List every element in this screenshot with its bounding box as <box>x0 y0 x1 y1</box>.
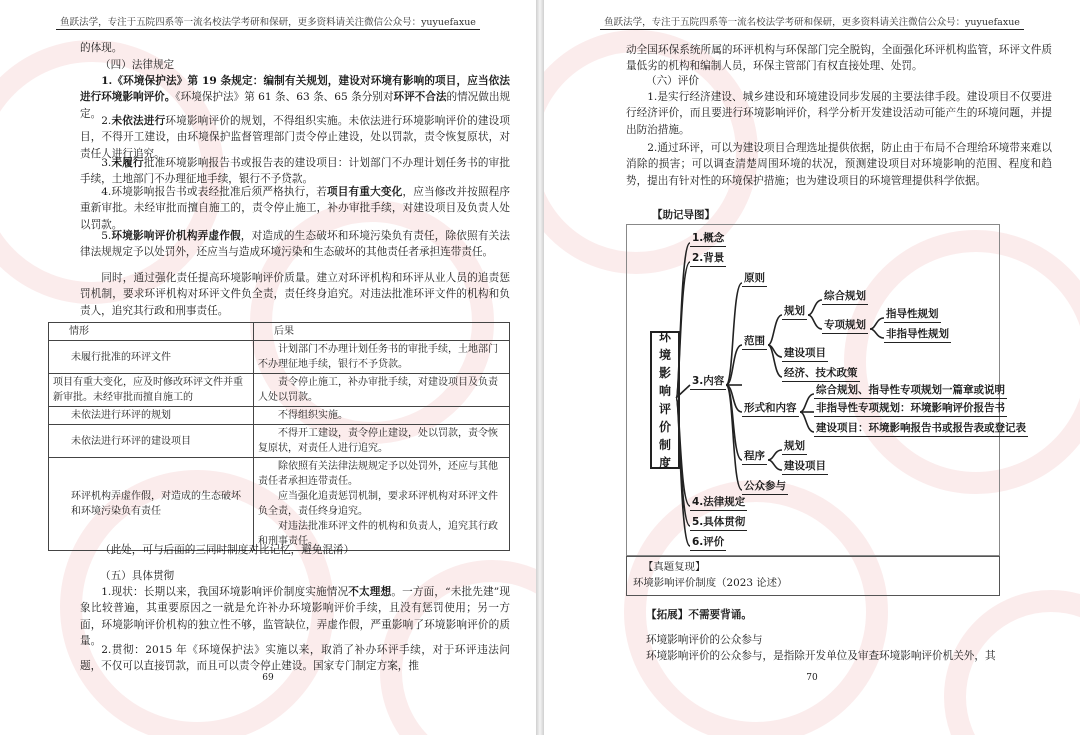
table-header-situation: 情形 <box>49 323 254 341</box>
mindmap-node-form-2: 非指导性专项规划：环境影响评价报告书 <box>814 402 1007 417</box>
extension-heading: 环境影响评价的公众参与 <box>646 634 763 646</box>
mindmap-node-procedure: 程序 <box>742 450 767 465</box>
mindmap-node-background: 2.背景 <box>690 252 726 267</box>
table-row <box>49 407 510 425</box>
mindmap-node-law: 4.法律规定 <box>690 496 747 511</box>
exam-review-item: 环境影响评价制度（2023 论述） <box>633 577 788 589</box>
paragraph-law-4: 4.环境影响报告书或表经批准后须严格执行，若项目有重大变化，应当修改并按照程序重新审批。未经审批而擅自施工的，责令停止施工，补办审批手续，对建设项目及负责人处以罚款。 <box>80 186 511 231</box>
paragraph-law-3: 3.未履行批准环境影响报告书或报告表的建设项目：计划部门不办理计划任务书的审批手续，土地部门不办理征地手续，银行不予贷款。 <box>80 157 511 186</box>
penalty-table <box>48 322 510 551</box>
paragraph-continued: 动全国环保系统所属的环评机构与环保部门完全脱钩，全面强化环评机构监管，环评文件质量低劣的机构和编制人员，环保主管部门有权直接处理、处罚。 <box>626 44 1052 73</box>
table-cell: 未依法进行环评的规划 <box>49 407 254 425</box>
mindmap-node-procedure-plan: 规划 <box>782 440 807 455</box>
page-gutter <box>536 0 544 735</box>
section-heading: （四）法律规定 <box>100 59 175 71</box>
header-rule <box>600 29 1024 30</box>
page-header: 鱼跃法学，专注于五院四系等一流名校法学考研和保研，更多资料请关注微信公众号：yuyuefaxue <box>60 17 476 28</box>
table-cell-line: 应当强化追责惩罚机制，要求环评机构对环评文件负全责，责任终身追究。 <box>258 491 498 517</box>
section-heading: （六）评价 <box>646 75 699 87</box>
paragraph-law-2: 2.未依法进行环境影响评价的规划，不得组织实施。未依法进行环境影响评价的建设项目，不得开工建设，由环境保护监督管理部门责令停止建设，处以罚款，责令恢复原状，对责任人进行追究。 <box>80 115 510 160</box>
section-heading: （五）具体贯彻 <box>100 570 175 582</box>
page-header: 鱼跃法学，专注于五院四系等一流名校法学考研和保研，更多资料请关注微信公众号：yuyuefaxue <box>604 17 1020 28</box>
mindmap-node-construction: 建设项目 <box>782 347 828 362</box>
mindmap-node-principle: 原则 <box>742 272 767 287</box>
mindmap-node-public: 公众参与 <box>742 480 788 495</box>
text-line: 的体现。 <box>80 42 123 54</box>
exam-review-title: 【真题复现】 <box>643 561 706 573</box>
table-note: （此处，可与后面的三同时制度对比记忆，避免混淆） <box>100 544 355 556</box>
mindmap-node-content: 3.内容 <box>690 375 726 390</box>
mindmap-node-evaluation: 6.评价 <box>690 536 726 551</box>
paragraph-accountability: 同时，通过强化责任提高环境影响评价质量。建立对环评机构和环评从业人员的追责惩罚机制，要求环评机构对环评文件负全责，责任终身追究。对违法批准环评文件的机构和负责人，追究其行政和刑事责任。 <box>80 272 510 317</box>
mindmap-node-nonguiding-plan: 非指导性规划 <box>884 328 951 343</box>
exam-review-box <box>626 556 1000 596</box>
mindmap-node-implementation: 5.具体贯彻 <box>690 516 747 531</box>
mindmap-node-form-1: 综合规划、指导性专项规划一篇章或说明 <box>814 384 1007 399</box>
table-row <box>49 458 510 551</box>
extension-paragraph: 环境影响评价的公众参与，是指除开发单位及审查环境影响评价机关外，其 <box>646 650 996 662</box>
page-number: 70 <box>806 673 818 683</box>
paragraph-status: 1.现状：长期以来，我国环境影响评价制度实施情况不太理想。一方面，“未批先建”现象比较普遍，其重要原因之一就是允许补办环境影响评价手续，且没有惩罚使用；另一方面，环境影响评价机构的独立性不够，监管缺位，弄虚作假，严重影响了环境影响评价的质量。 <box>80 586 510 648</box>
mindmap-node-procedure-construction: 建设项目 <box>782 460 828 475</box>
mindmap-node-guiding-plan: 指导性规划 <box>884 308 941 323</box>
table-cell: 未依法进行环评的建设项目 <box>49 425 254 458</box>
mindmap-node-form: 形式和内容 <box>742 402 799 417</box>
paragraph-evaluation-2: 2.通过环评，可以为建设项目合理选址提供依据，防止由于布局不合理给环境带来难以消除的损害；可以调查清楚周围环境的状况，预测建设项目对环境影响的范围、程度和趋势，提出有针对性的环境保护措施；也为建设项目的环境管理提供科学依据。 <box>626 142 1052 187</box>
mindmap-node-form-3: 建设项目：环境影响报告书或报告表或登记表 <box>814 422 1028 437</box>
table-header-consequence: 后果 <box>254 323 510 341</box>
table-cell: 责令停止施工，补办审批手续，对建设项目及负责人处以罚款。 <box>254 374 510 407</box>
table-row <box>49 374 510 407</box>
table-cell-line: 对违法批准环评文件的机构和负责人，追究其行政和刑事责任。 <box>258 521 498 547</box>
mindmap-node-special-plan: 专项规划 <box>822 319 868 334</box>
table-row <box>49 425 510 458</box>
mindmap-node-concept: 1.概念 <box>690 232 726 247</box>
mindmap-node-policy: 经济、技术政策 <box>782 367 860 382</box>
paragraph-law-5: 5.环境影响评价机构弄虚作假，对造成的生态破坏和环境污染负有责任，除依照有关法律法规规定予以处罚外，还应当与造成环境污染和生态破坏的其他责任者承担连带责任。 <box>80 230 511 259</box>
table-cell: 环评机构弄虚作假，对造成的生态破坏和环境污染负有责任 <box>49 458 254 551</box>
table-cell: 计划部门不办理计划任务书的审批手续，土地部门不办理征地手续，银行不予贷款。 <box>254 341 510 374</box>
table-cell-line: 除依照有关法律法规规定予以处罚外，还应与其他责任者承担连带责任。 <box>258 461 498 487</box>
mindmap-node-comprehensive-plan: 综合规划 <box>822 290 868 305</box>
table-row <box>49 341 510 374</box>
mindmap-node-plan: 规划 <box>782 305 807 320</box>
page-69 <box>0 0 536 735</box>
table-cell: 项目有重大变化，应及时修改环评文件并重新审批。未经审批而擅自施工的 <box>49 374 254 407</box>
table-cell <box>254 458 510 551</box>
mindmap-node-scope: 范围 <box>742 335 767 350</box>
paragraph-evaluation-1: 1.是实行经济建设、城乡建设和环境建设同步发展的主要法律手段。建设项目不仅要进行经济评价，而且要进行环境影响评价，科学分析开发建设活动可能产生的环境问题，并提出防治措施。 <box>626 91 1052 136</box>
paragraph-law-1: 1.《环境保护法》第 19 条规定：编制有关规划，建设对环境有影响的项目，应当依法进行环境影响评价。《环境保护法》第 61 条、63 条、65 条分别对环评不合法的情况做出规定。 <box>80 75 511 120</box>
paragraph-implementation: 2.贯彻：2015 年《环境保护法》实施以来，取消了补办环评手续，对于环评违法问题，不仅可以直接罚款，而且可以责令停止建设。国家专门制定方案，推 <box>80 644 510 673</box>
header-rule <box>56 29 480 30</box>
table-header-row <box>49 323 510 341</box>
extension-title: 【拓展】不需要背诵。 <box>646 609 752 621</box>
table-cell: 未履行批准的环评文件 <box>49 341 254 374</box>
mindmap-title: 【助记导图】 <box>652 209 715 221</box>
table-cell: 不得组织实施。 <box>254 407 510 425</box>
page-number: 69 <box>262 673 274 683</box>
mindmap-root: 环境影响评价制度 <box>650 331 680 469</box>
table-cell: 不得开工建设，责令停止建设，处以罚款，责令恢复原状，对责任人进行追究。 <box>254 425 510 458</box>
